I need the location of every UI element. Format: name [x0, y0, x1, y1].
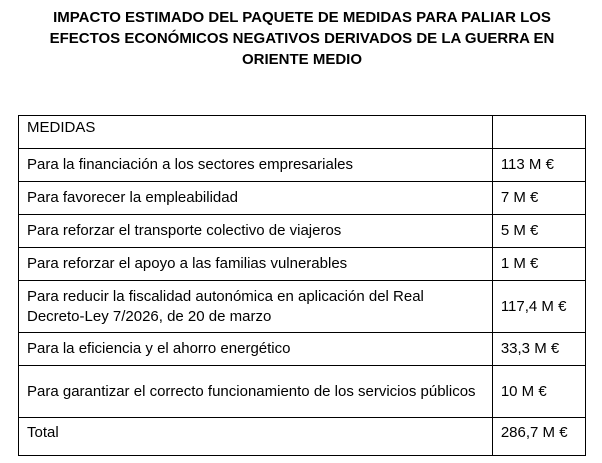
amount-cell: 7 M €	[492, 182, 585, 215]
amount-cell: 5 M €	[492, 215, 585, 248]
measure-cell: Para reforzar el apoyo a las familias vulnerables	[19, 248, 493, 281]
measure-cell: Para reducir la fiscalidad autonómica en aplicación del Real Decreto-Ley 7/2026, de 20 de marzo	[19, 281, 493, 333]
table-row	[19, 215, 586, 248]
measure-cell: Para favorecer la empleabilidad	[19, 182, 493, 215]
measures-table	[18, 115, 586, 456]
title-line-1: IMPACTO ESTIMADO DEL PAQUETE DE MEDIDAS PARA PALIAR LOS	[53, 9, 551, 26]
table-row	[19, 333, 586, 366]
table-row	[19, 182, 586, 215]
total-label-cell: Total	[19, 418, 493, 456]
header-amount-cell	[492, 116, 585, 149]
measure-cell: Para garantizar el correcto funcionamiento de los servicios públicos	[19, 366, 493, 418]
amount-cell: 33,3 M €	[492, 333, 585, 366]
table-row	[19, 248, 586, 281]
title-line-3: ORIENTE MEDIO	[241, 51, 362, 68]
measure-cell: Para la financiación a los sectores empresariales	[19, 149, 493, 182]
table-total-row	[19, 418, 586, 456]
measure-cell: Para reforzar el transporte colectivo de viajeros	[19, 215, 493, 248]
amount-cell: 113 M €	[492, 149, 585, 182]
total-amount-cell: 286,7 M €	[492, 418, 585, 456]
table-row	[19, 149, 586, 182]
document-title	[20, 7, 584, 70]
title-line-2: EFECTOS ECONÓMICOS NEGATIVOS DERIVADOS DE LA GUERRA EN	[49, 30, 555, 47]
amount-cell: 117,4 M €	[492, 281, 585, 333]
table-row	[19, 366, 586, 418]
amount-cell: 10 M €	[492, 366, 585, 418]
amount-cell: 1 M €	[492, 248, 585, 281]
header-measures-cell: MEDIDAS	[19, 116, 493, 149]
table-header-row	[19, 116, 586, 149]
measure-cell: Para la eficiencia y el ahorro energético	[19, 333, 493, 366]
table-row	[19, 281, 586, 333]
